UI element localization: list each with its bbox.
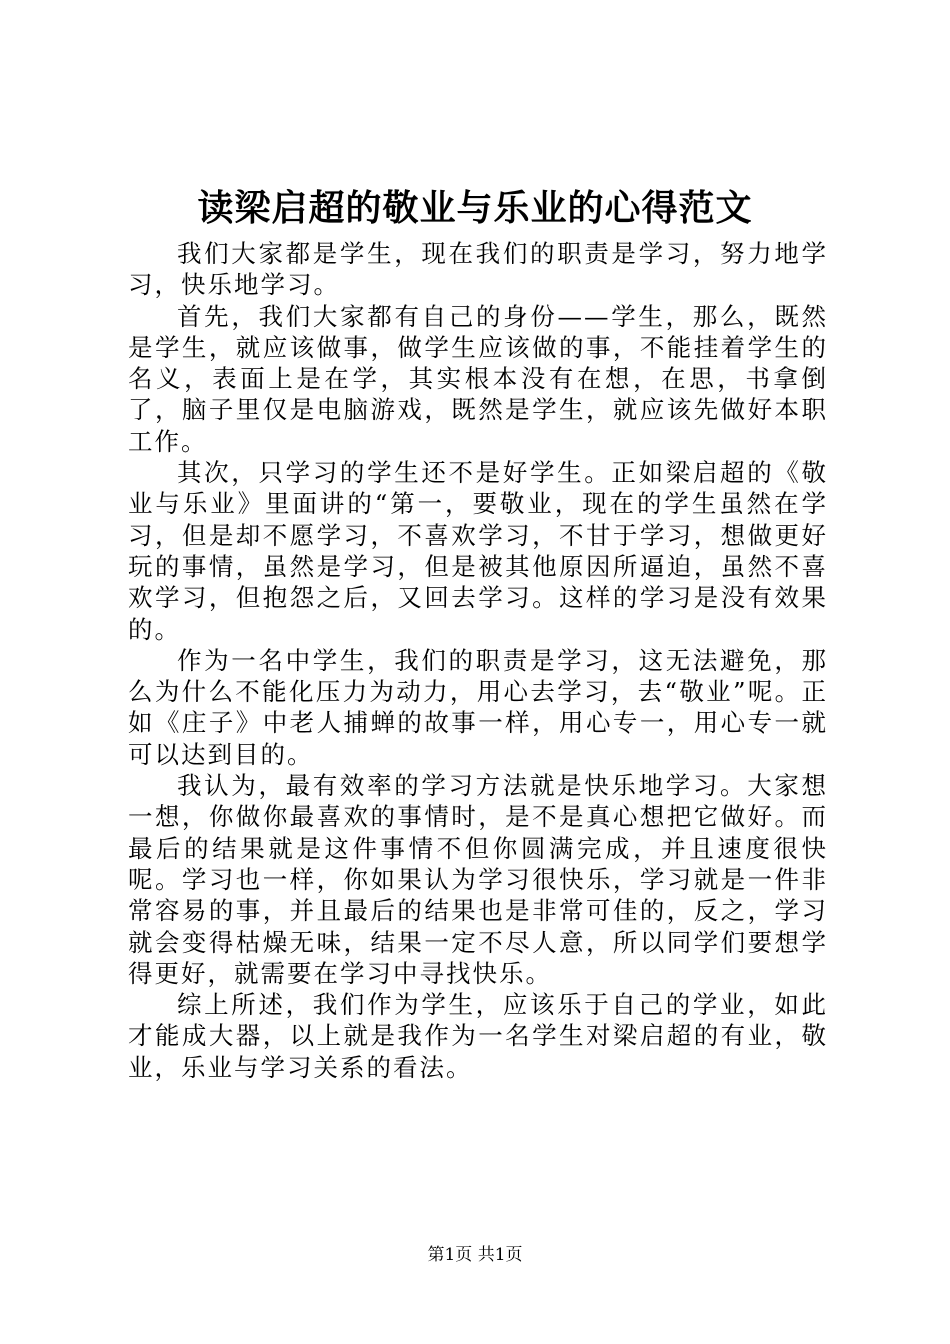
paragraph: 作为一名中学生，我们的职责是学习，这无法避免，那么为什么不能化压力为动力，用心去学习，去“敬业”呢。正如《庄子》中老人捕蝉的故事一样，用心专一，用心专一就可以达到目的。 — [128, 645, 828, 769]
paragraph: 首先，我们大家都有自己的身份——学生，那么，既然是学生，就应该做事，做学生应该做的事，不能挂着学生的名义，表面上是在学，其实根本没有在想，在思，书拿倒了，脑子里仅是电脑游戏，既然是学生，就应该先做好本职工作。 — [128, 301, 828, 456]
paragraph: 我们大家都是学生，现在我们的职责是学习，努力地学习，快乐地学习。 — [128, 239, 828, 300]
paragraph: 其次，只学习的学生还不是好学生。正如梁启超的《敬业与乐业》里面讲的“第一，要敬业，现在的学生虽然在学习，但是却不愿学习，不喜欢学习，不甘于学习，想做更好玩的事情，虽然是学习，但是被其他原因所逼迫，虽然不喜欢学习，但抱怨之后，又回去学习。这样的学习是没有效果的。 — [128, 458, 828, 644]
document-body — [128, 238, 828, 1083]
document-title: 读梁启超的敬业与乐业的心得范文 — [197, 187, 753, 229]
paragraph: 我认为，最有效率的学习方法就是快乐地学习。大家想一想，你做你最喜欢的事情时，是不是真心想把它做好。而最后的结果就是这件事情不但你圆满完成，并且速度很快呢。学习也一样，你如果认为学习很快乐，学习就是一件非常容易的事，并且最后的结果也是非常可佳的，反之，学习就会变得枯燥无味，结果一定不尽人意，所以同学们要想学得更好，就需要在学习中寻找快乐。 — [128, 771, 828, 988]
paragraph: 综上所述，我们作为学生，应该乐于自己的学业，如此才能成大器，以上就是我作为一名学生对梁启超的有业，敬业，乐业与学习关系的看法。 — [128, 990, 828, 1082]
page-footer: 第1页 共1页 — [427, 1245, 523, 1265]
